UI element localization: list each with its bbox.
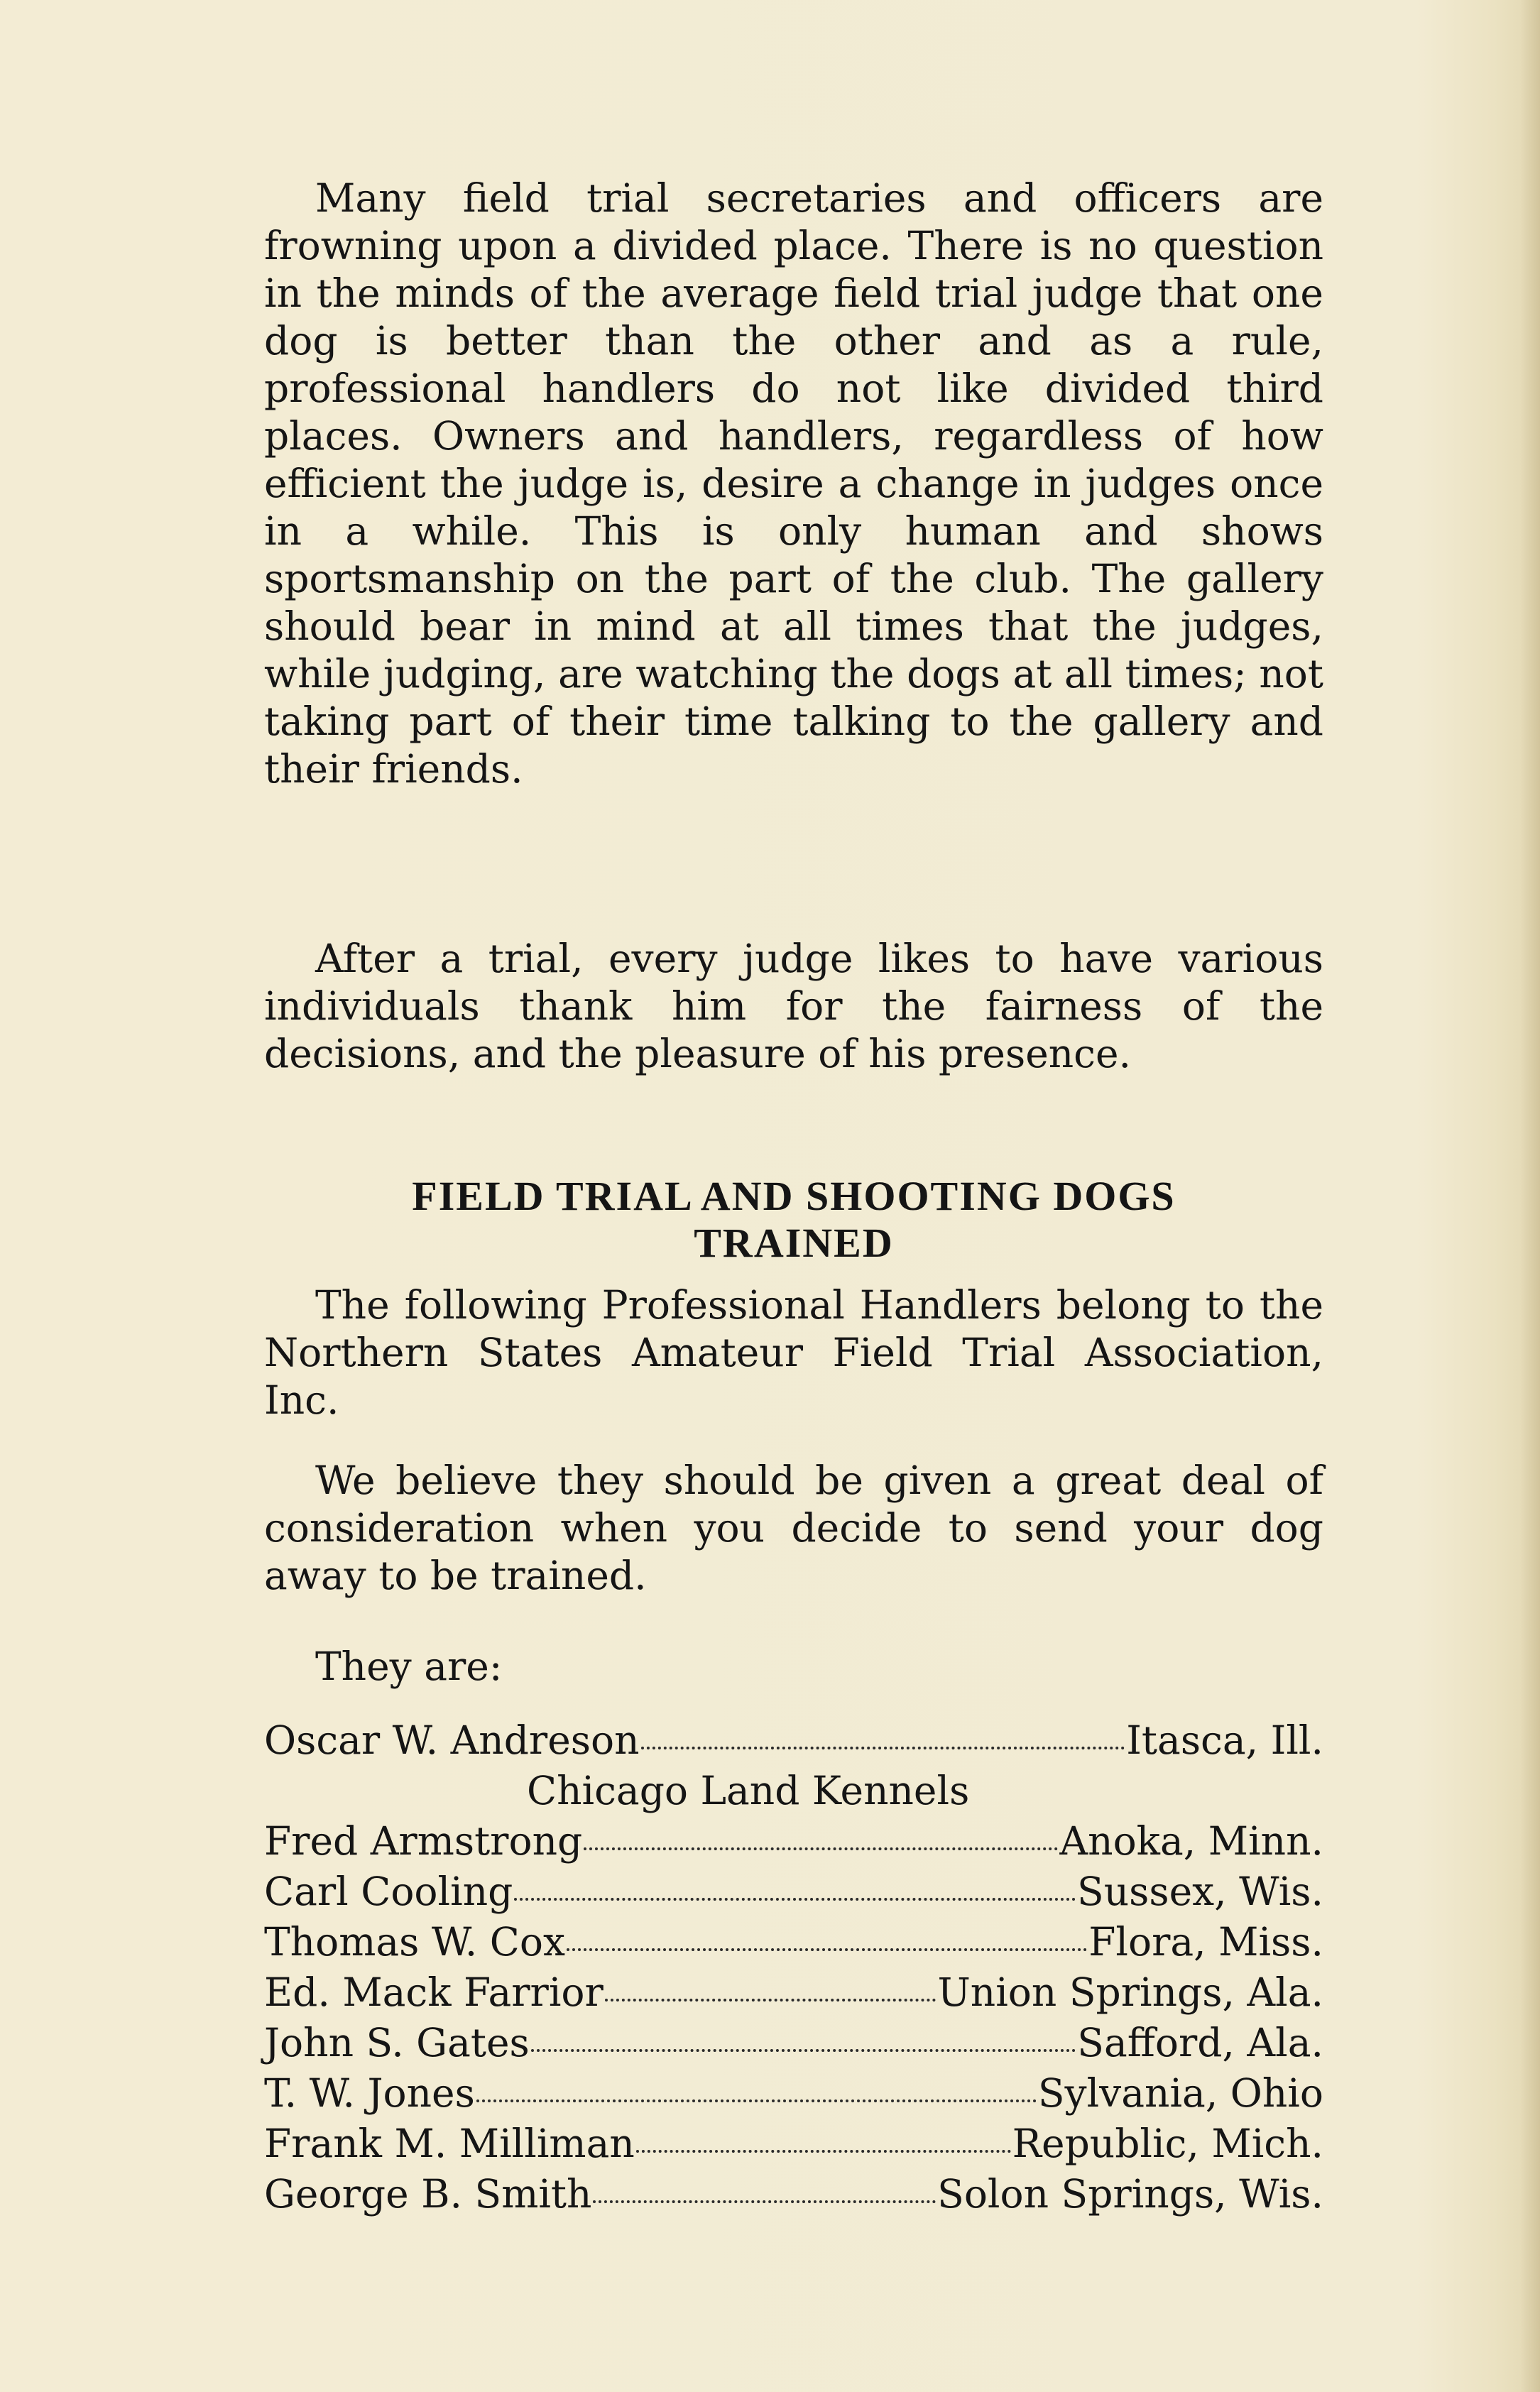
handler-row (264, 1967, 1323, 2018)
handler-row (264, 2169, 1323, 2219)
handler-name: Ed. Mack Farrior (264, 1970, 604, 2015)
section-heading (264, 1173, 1323, 1267)
handler-name: John S. Gates (264, 2020, 530, 2065)
section-heading-line-2: TRAINED (694, 1220, 894, 1266)
dot-leader (636, 2150, 1011, 2153)
handler-name: Frank M. Milliman (264, 2121, 635, 2166)
paragraph-consideration: We believe they should be given a great deal of consideration when you decide to send your dog away to be trained. (264, 1458, 1323, 1598)
handler-name: Oscar W. Andreson (264, 1717, 640, 1763)
handler-location: Republic, Mich. (1012, 2121, 1323, 2166)
handler-list (264, 1715, 1323, 2219)
handler-row (264, 2068, 1323, 2119)
handler-kennel-note: Chicago Land Kennels (527, 1768, 970, 1813)
paragraph-handlers-intro: The following Professional Handlers belong to the Northern States Amateur Field Trial Association, Inc. (264, 1282, 1323, 1423)
dot-leader (605, 1999, 936, 2001)
dot-leader (584, 1847, 1058, 1850)
handler-name: Fred Armstrong (264, 1818, 583, 1864)
handler-name: Carl Cooling (264, 1869, 513, 1914)
handler-location: Safford, Ala. (1077, 2020, 1323, 2065)
handler-location: Solon Springs, Wis. (937, 2171, 1323, 2217)
handler-name: Thomas W. Cox (264, 1919, 565, 1965)
dot-leader (531, 2049, 1076, 2052)
dot-leader (514, 1898, 1076, 1901)
handler-row (264, 1867, 1323, 1917)
handler-row (264, 1715, 1323, 1766)
handler-location: Sussex, Wis. (1077, 1869, 1323, 1914)
page-edge-shadow (1520, 0, 1540, 2392)
handler-row (264, 1816, 1323, 1867)
handler-location: Union Springs, Ala. (937, 1970, 1323, 2015)
list-intro: They are: (315, 1644, 503, 1689)
handler-location: Itasca, Ill. (1126, 1717, 1323, 1763)
handler-row (264, 2119, 1323, 2169)
dot-leader (641, 1747, 1125, 1749)
handler-location: Sylvania, Ohio (1037, 2070, 1323, 2116)
handler-row (264, 1917, 1323, 1967)
paragraph-judge-thanks: After a trial, every judge likes to have various individuals thank him for the fairness of the decisions, and the pleasure of his presence. (264, 936, 1323, 1076)
handler-location: Flora, Miss. (1088, 1919, 1323, 1965)
handler-name: George B. Smith (264, 2171, 592, 2217)
dot-leader (593, 2200, 936, 2203)
section-heading-line-1: FIELD TRIAL AND SHOOTING DOGS (412, 1173, 1176, 1219)
dot-leader (567, 1948, 1087, 1951)
dot-leader (476, 2099, 1037, 2102)
handler-name: T. W. Jones (264, 2070, 475, 2116)
handler-location: Anoka, Minn. (1059, 1818, 1323, 1864)
paragraph-divided-places: Many field trial secretaries and officers are frowning upon a divided place. There is no question in the minds of the average field trial judge that one dog is better than the other and as a rule, professional handlers do not like divided third places. Owners and handlers, regardless of how efficient the judge is, desire a change in judges once in a while. This is only human and shows sportsmanship on the part of the club. The gallery should bear in mind at all times that the judges, while judging, are watching the dogs at all times; not taking part of their time talking to the gallery and their friends. (264, 175, 1323, 792)
handler-row (264, 2018, 1323, 2068)
